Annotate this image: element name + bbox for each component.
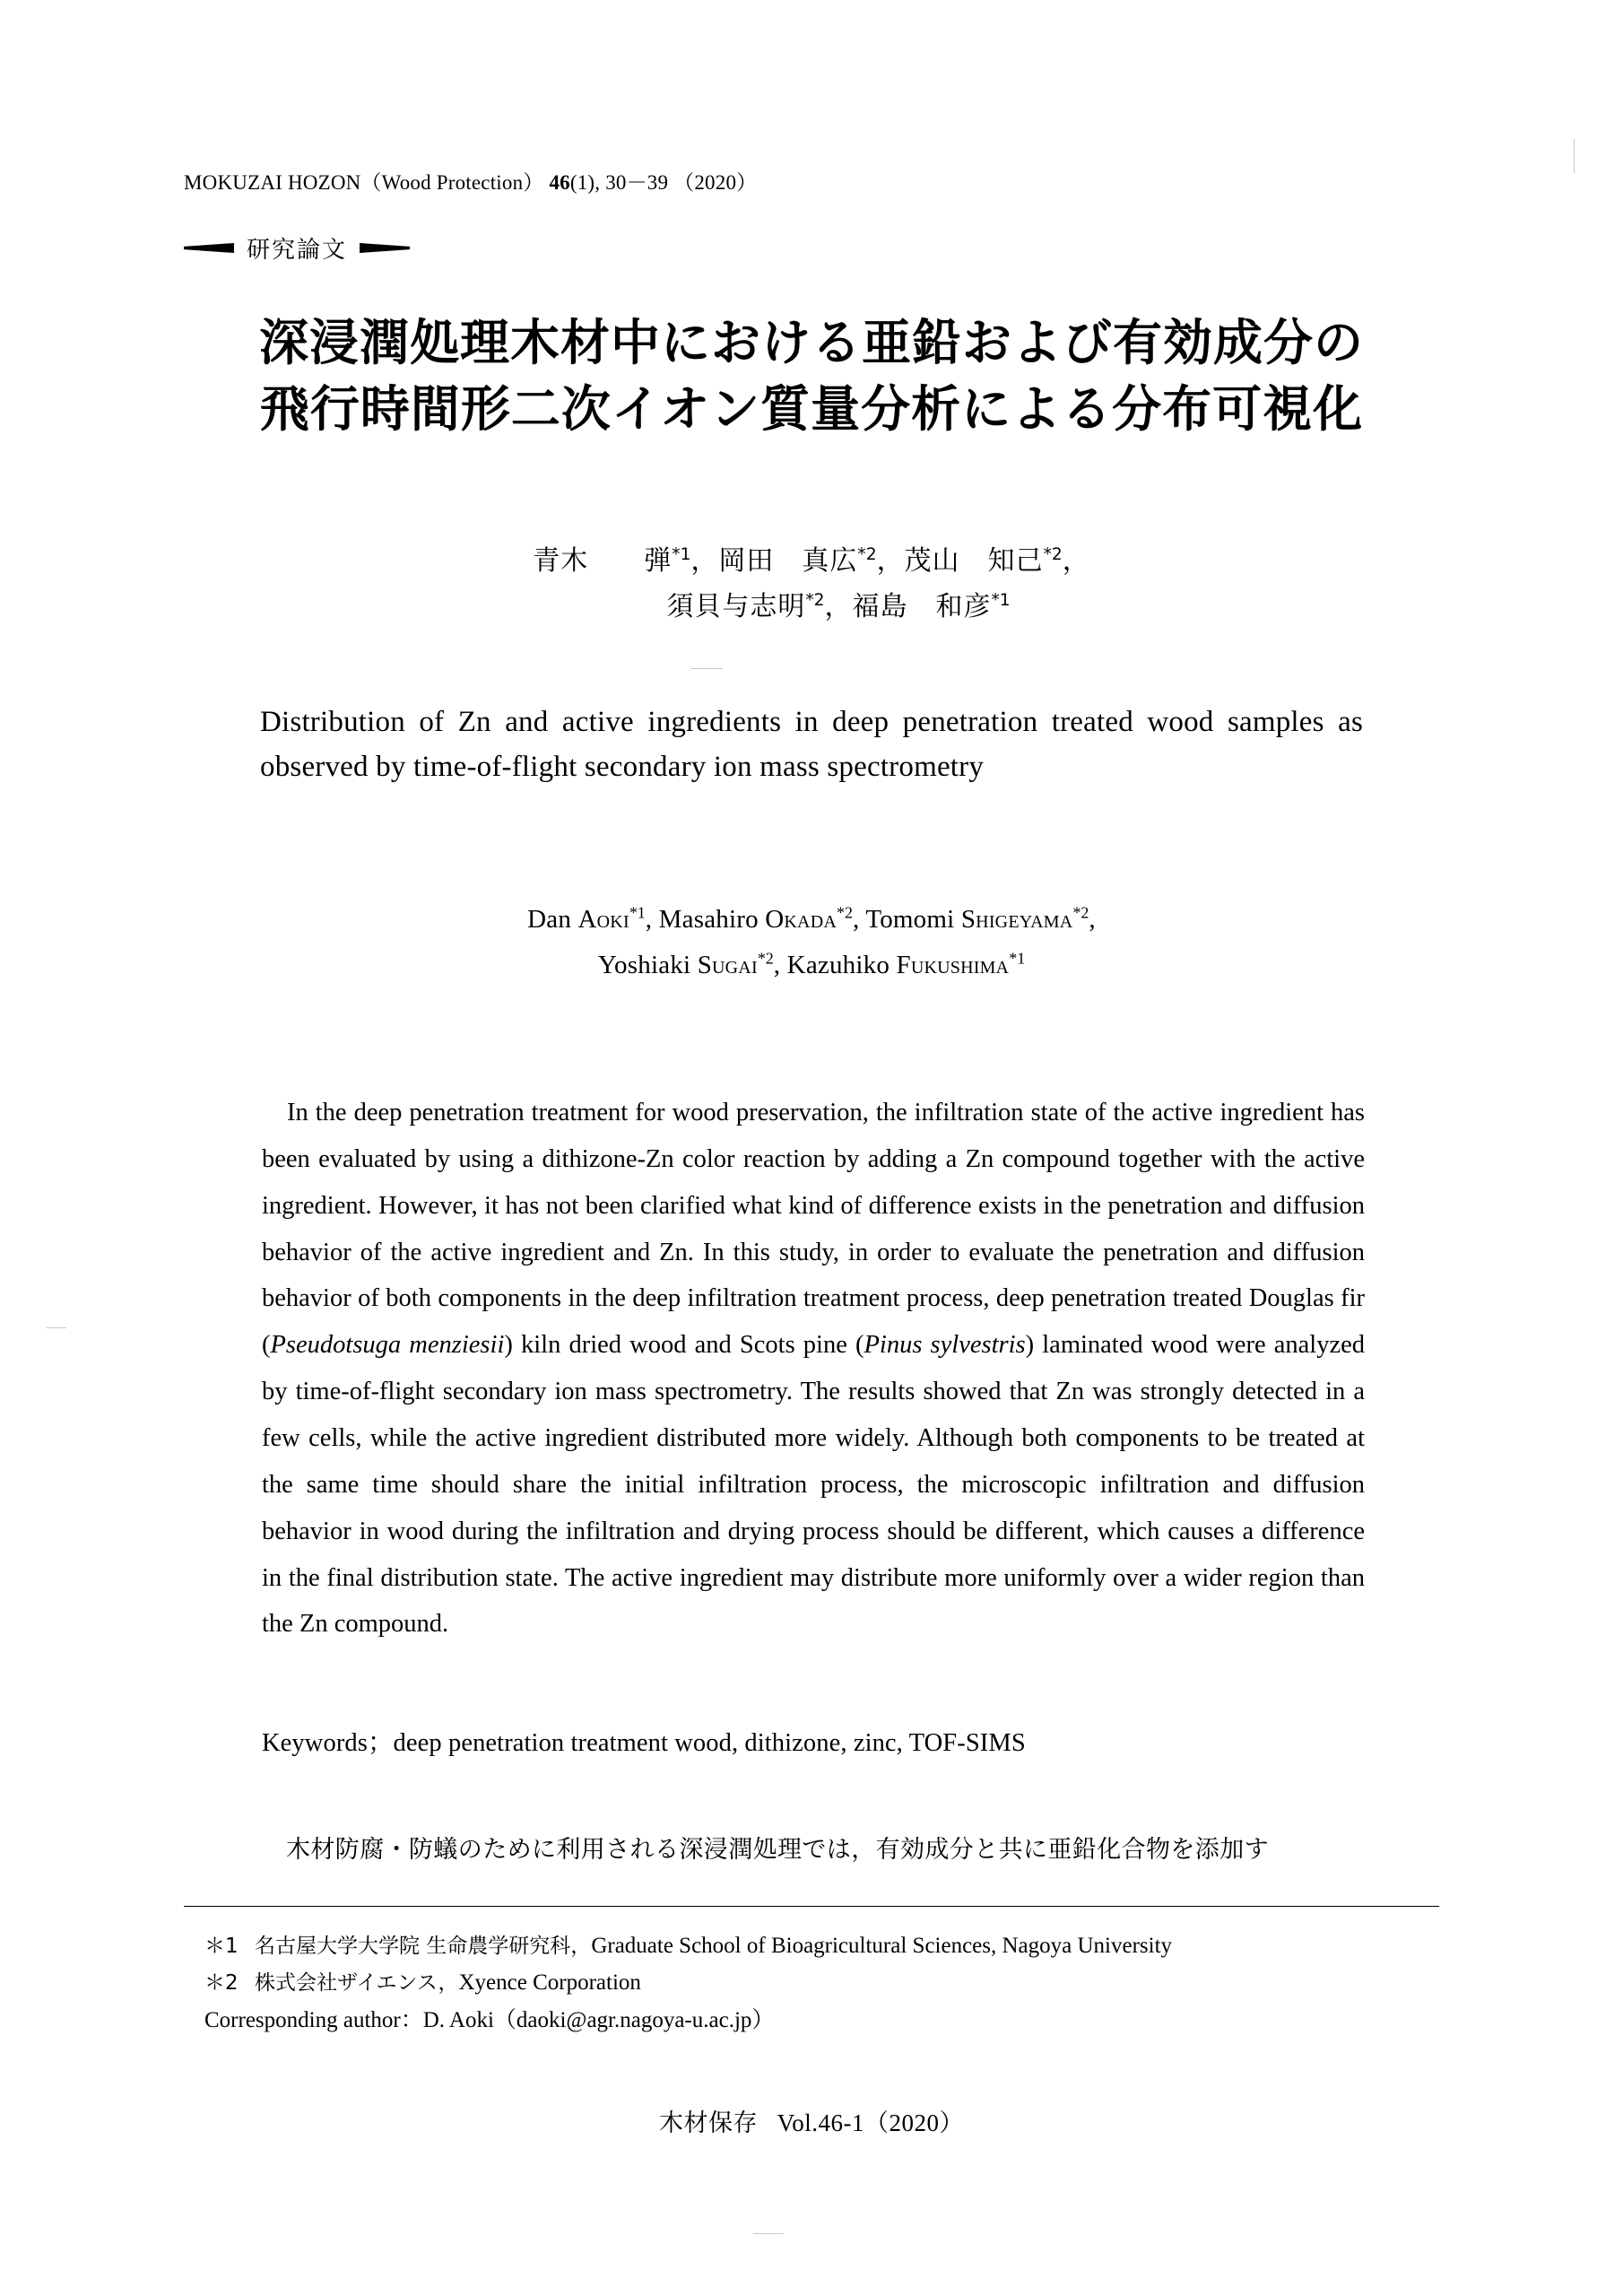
crop-mark-mid-left [47,1327,66,1328]
authors-en-line1: Dan Aoki$^{*1}$, Masahiro Okada$^{*2}$, Tomomi Shigeyama$^{*2}$, [527,903,1096,934]
page-title-jp [0,309,1623,441]
footer-volume: Vol.46-1（2020） [777,2109,964,2136]
page-title-jp-line1: 深浸潤処理木材中における亜鉛および有効成分の [258,313,1364,371]
authors-jp-line2: 須貝与志明$^{*2}$，福島 和彦$^{*1}$ [666,591,1011,622]
abstract [262,1090,1365,1648]
footnotes [204,1928,1460,2039]
body-jp-text: 木材防腐・防蟻のために利用される深浸潤処理では，有効成分と共に亜鉛化合物を添加す [286,1836,1269,1864]
crop-mark-mid-right [690,668,723,669]
dash-right-icon [360,243,410,253]
authors-en [0,897,1623,988]
corresponding-author: Corresponding author：D. Aoki（daoki@agr.nagoya-u.ac.jp） [204,2008,775,2032]
keywords-value: deep penetration treatment wood, dithizone, zinc, TOF-SIMS [393,1729,1026,1757]
abstract-italic2: Pinus sylvestris [864,1331,1026,1360]
running-head-issue: (1) [569,171,595,194]
body-jp-first-line [262,1830,1392,1865]
abstract-part3: ) laminated wood were analyzed by time-of-flight secondary ion mass spectrometry. The results showed that Zn was strongly detected in a few cells, while the active ingredient distributed more widely. Although both components to be treated at the same time should share the initial infiltration process, the microscopic infiltration and diffusion behavior in wood during the infiltration and drying process should be different, which causes a difference in the final distribution state. The active ingredient may distribute more uniformly over a wider region than the Zn compound. [262,1331,1365,1639]
article-type-label: 研究論文 [247,237,348,264]
footer-journal-jp: 木材保存 [658,2109,758,2137]
running-head-journal: MOKUZAI HOZON（Wood Protection） [184,171,544,194]
running-head-volume: 46 [549,171,570,194]
running-head: MOKUZAI HOZON（Wood Protection） 46(1), 30－39 （2020） [184,171,758,194]
page-title-en: Distribution of Zn and active ingredients in deep penetration treated wood samples as observed by time-of-flight secondary ion mass spectrometry [260,706,1363,784]
page-title-jp-line2: 飛行時間形二次イオン質量分析による分布可視化 [259,378,1364,438]
running-head-year: （2020） [673,171,758,194]
footnote-item [204,1965,1460,2002]
abstract-part2: ) kiln dried wood and Scots pine ( [504,1331,864,1360]
abstract-part1: In the deep penetration treatment for wood preservation, the infiltration state of the active ingredient has been evaluated by using a dithizone-Zn color reaction by adding a Zn compound together with the active ingredient. However, it has not been clarified what kind of difference exists in the penetration and diffusion behavior of the active ingredient and Zn. In this study, in order to evaluate the penetration and diffusion behavior of both components in the deep infiltration treatment process, deep penetration treated Douglas fir ( [262,1099,1365,1360]
footnote-mark: ＊2 [204,1970,239,1995]
crop-mark-top [1574,139,1575,173]
footnote-divider [184,1906,1439,1907]
footnote-item [204,1928,1460,1965]
abstract-italic1: Pseudotsuga menziesii [270,1331,505,1360]
authors-jp [0,538,1623,630]
footnote-affiliation-en: Graduate School of Bioagricultural Sciences, Nagoya University [591,1934,1173,1958]
keywords [262,1722,1392,1759]
page-footer [0,2103,1623,2138]
dash-left-icon [184,243,234,253]
footnote-affiliation-jp: 名古屋大学大学院 生命農学研究科， [255,1935,592,1958]
footnote-affiliation-en: Xyence Corporation [458,1970,641,1995]
running-head-pages: 30－39 [605,171,669,194]
authors-en-line2: Yoshiaki Sugai$^{*2}$, Kazuhiko Fukushima$^{*1}$ [597,949,1026,979]
article-type [184,231,410,265]
authors-jp-line1: 青木 弾$^{*1}$，岡田 真広$^{*2}$，茂山 知己$^{*2}$， [533,545,1090,577]
crop-mark-bottom [753,2233,784,2234]
keywords-label: Keywords； [262,1729,394,1757]
footnote-mark: ＊1 [204,1935,239,1958]
footnote-affiliation-jp: 株式会社ザイエンス， [255,1970,459,1995]
